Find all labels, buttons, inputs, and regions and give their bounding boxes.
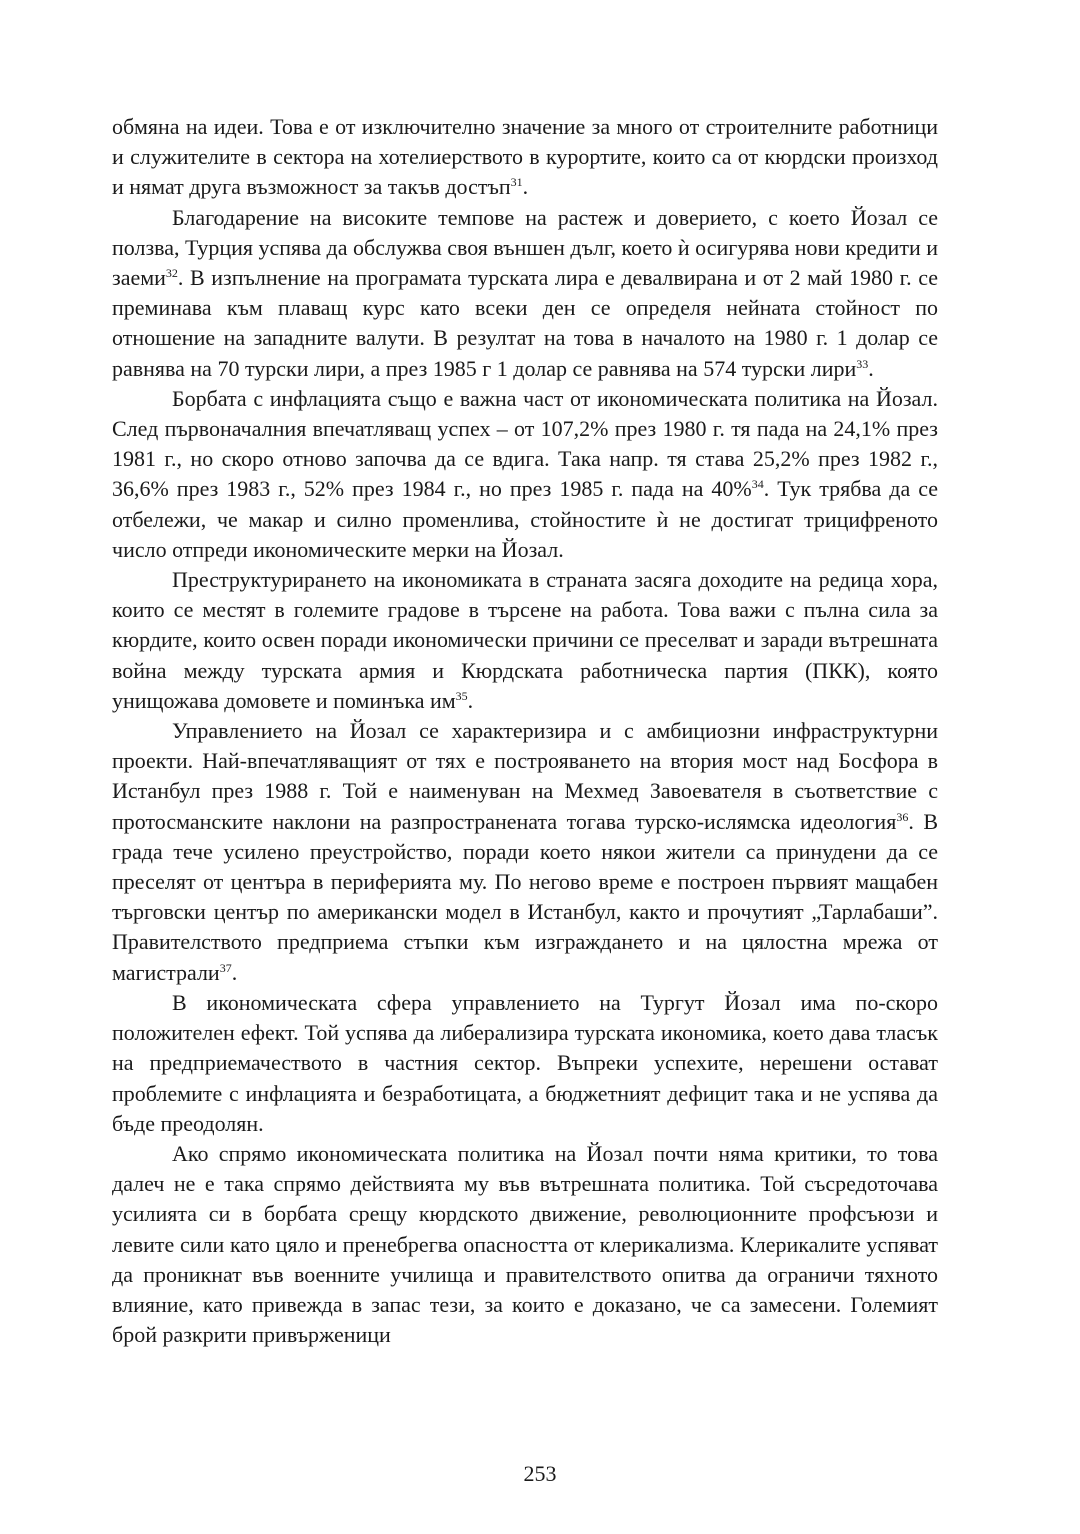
footnote-ref-36: 36 bbox=[896, 809, 909, 824]
paragraph-7 bbox=[112, 1139, 938, 1350]
paragraph-4-text: Преструктурирането на икономиката в страната засяга доходите на редица хора, които се местят в големите градове в търсене на работа. Това важи с пълна сила за кюрдите, които освен поради икономически причини се преселват и заради вътрешната война между турската армия и Кюрдската работническа партия (ПКК), която унищожава домовете и поминъка им bbox=[112, 567, 938, 713]
paragraph-1 bbox=[112, 112, 938, 203]
footnote-ref-35: 35 bbox=[455, 688, 468, 703]
paragraph-2 bbox=[112, 203, 938, 384]
paragraph-4 bbox=[112, 565, 938, 716]
paragraph-5-text: Управлението на Йозал се характеризира и с амбициозни инфраструктурни проекти. Най-впечатляващият от тях е построяването на втория мост над Босфора в Истанбул през 1988 г. Той е наименуван на Мехмед Завоевателя в съответствие с протосманските наклони на разпространената тогава турско-ислямска идеология bbox=[112, 718, 938, 834]
footnote-ref-34: 34 bbox=[751, 477, 764, 492]
footnote-ref-32: 32 bbox=[165, 266, 178, 281]
paragraph-6 bbox=[112, 988, 938, 1139]
paragraph-5-end: . bbox=[231, 959, 238, 985]
footnote-ref-37: 37 bbox=[219, 960, 232, 975]
footnote-ref-31: 31 bbox=[510, 175, 523, 190]
paragraph-5-middle: . В града тече усилено преустройство, поради което някои жители са принудени да се преселят от центъра в периферията му. По негово време е построен първият мащабен търговски център по американски модел в Истанбул, както и прочутият „Тарлабаши”. Правителството предприема стъпки към изграждането и на цялостна мрежа от магистрали bbox=[112, 808, 938, 985]
paragraph-6-text: В икономическата сфера управлението на Тургут Йозал има по-скоро положителен ефект. Той успява да либерализира турската икономика, което дава тласък на предприемачеството в частния сектор. Въпреки успехите, нерешени остават проблемите с инфлацията и безработицата, а бюджетният дефицит така и не успява да бъде преодолян. bbox=[112, 989, 938, 1136]
paragraph-3-end: . Тук трябва да се отбележи, че макар и силно променлива, стойностите ѝ не достигат трицифреното число отпреди икономическите мерки на Йозал. bbox=[112, 476, 938, 562]
paragraph-3 bbox=[112, 384, 938, 565]
paragraph-2-end: . bbox=[868, 355, 874, 381]
paragraph-2-middle: . В изпълнение на програмата турската лира е девалвирана и от 2 май 1980 г. се преминава към плаващ курс като всеки ден се определя нейната стойност по отношение на западните валути. В резултат на това в началото на 1980 г. 1 долар се равнява на 70 турски лири, а през 1985 г 1 долар се равнява на 574 турски лири bbox=[112, 265, 938, 381]
paragraph-3-text: Борбата с инфлацията също е важна част от икономическата политика на Йозал. След първоначалния впечатляващ успех – от 107,2% през 1980 г. тя пада на 24,1% през 1981 г., но скоро отново започва да се вдига. Така напр. тя става 25,2% през 1982 г., 36,6% през 1983 г., 52% през 1984 г., но през 1985 г. пада на 40% bbox=[112, 385, 938, 502]
footnote-ref-33: 33 bbox=[856, 356, 869, 371]
paragraph-4-end: . bbox=[467, 687, 474, 713]
paragraph-2-text: Благодарение на високите темпове на растеж и доверието, с което Йозал се ползва, Турция успява да обслужва своя външен дълг, което ѝ осигурява нови кредити и заеми bbox=[112, 204, 938, 291]
paragraph-1-end: . bbox=[522, 174, 529, 200]
paragraph-5 bbox=[112, 716, 938, 988]
paragraph-7-text: Ако спрямо икономическата политика на Йозал почти няма критики, то това далеч не е така спрямо действията му във вътрешната политика. Той съсредоточава усилията си в борбата срещу кюрдското движение, революционните профсъюзи и левите сили като цяло и пренебрегва опасността от клерикализма. Клерикалите успяват да проникнат във военните училища и правителството опитва да ограничи тяхното влияние, като привежда в запас тези, за които е доказано, че са замесени. Големият брой разкрити привърженици bbox=[112, 1140, 938, 1348]
page-number: 253 bbox=[523, 1461, 557, 1486]
paragraph-1-text: обмяна на идеи. Това е от изключително значение за много от строителните работници и служителите в сектора на хотелиерството в курортите, които са от кюрдски произход и нямат друга възможност за такъв достъп bbox=[112, 114, 938, 200]
page-body bbox=[112, 112, 938, 1350]
